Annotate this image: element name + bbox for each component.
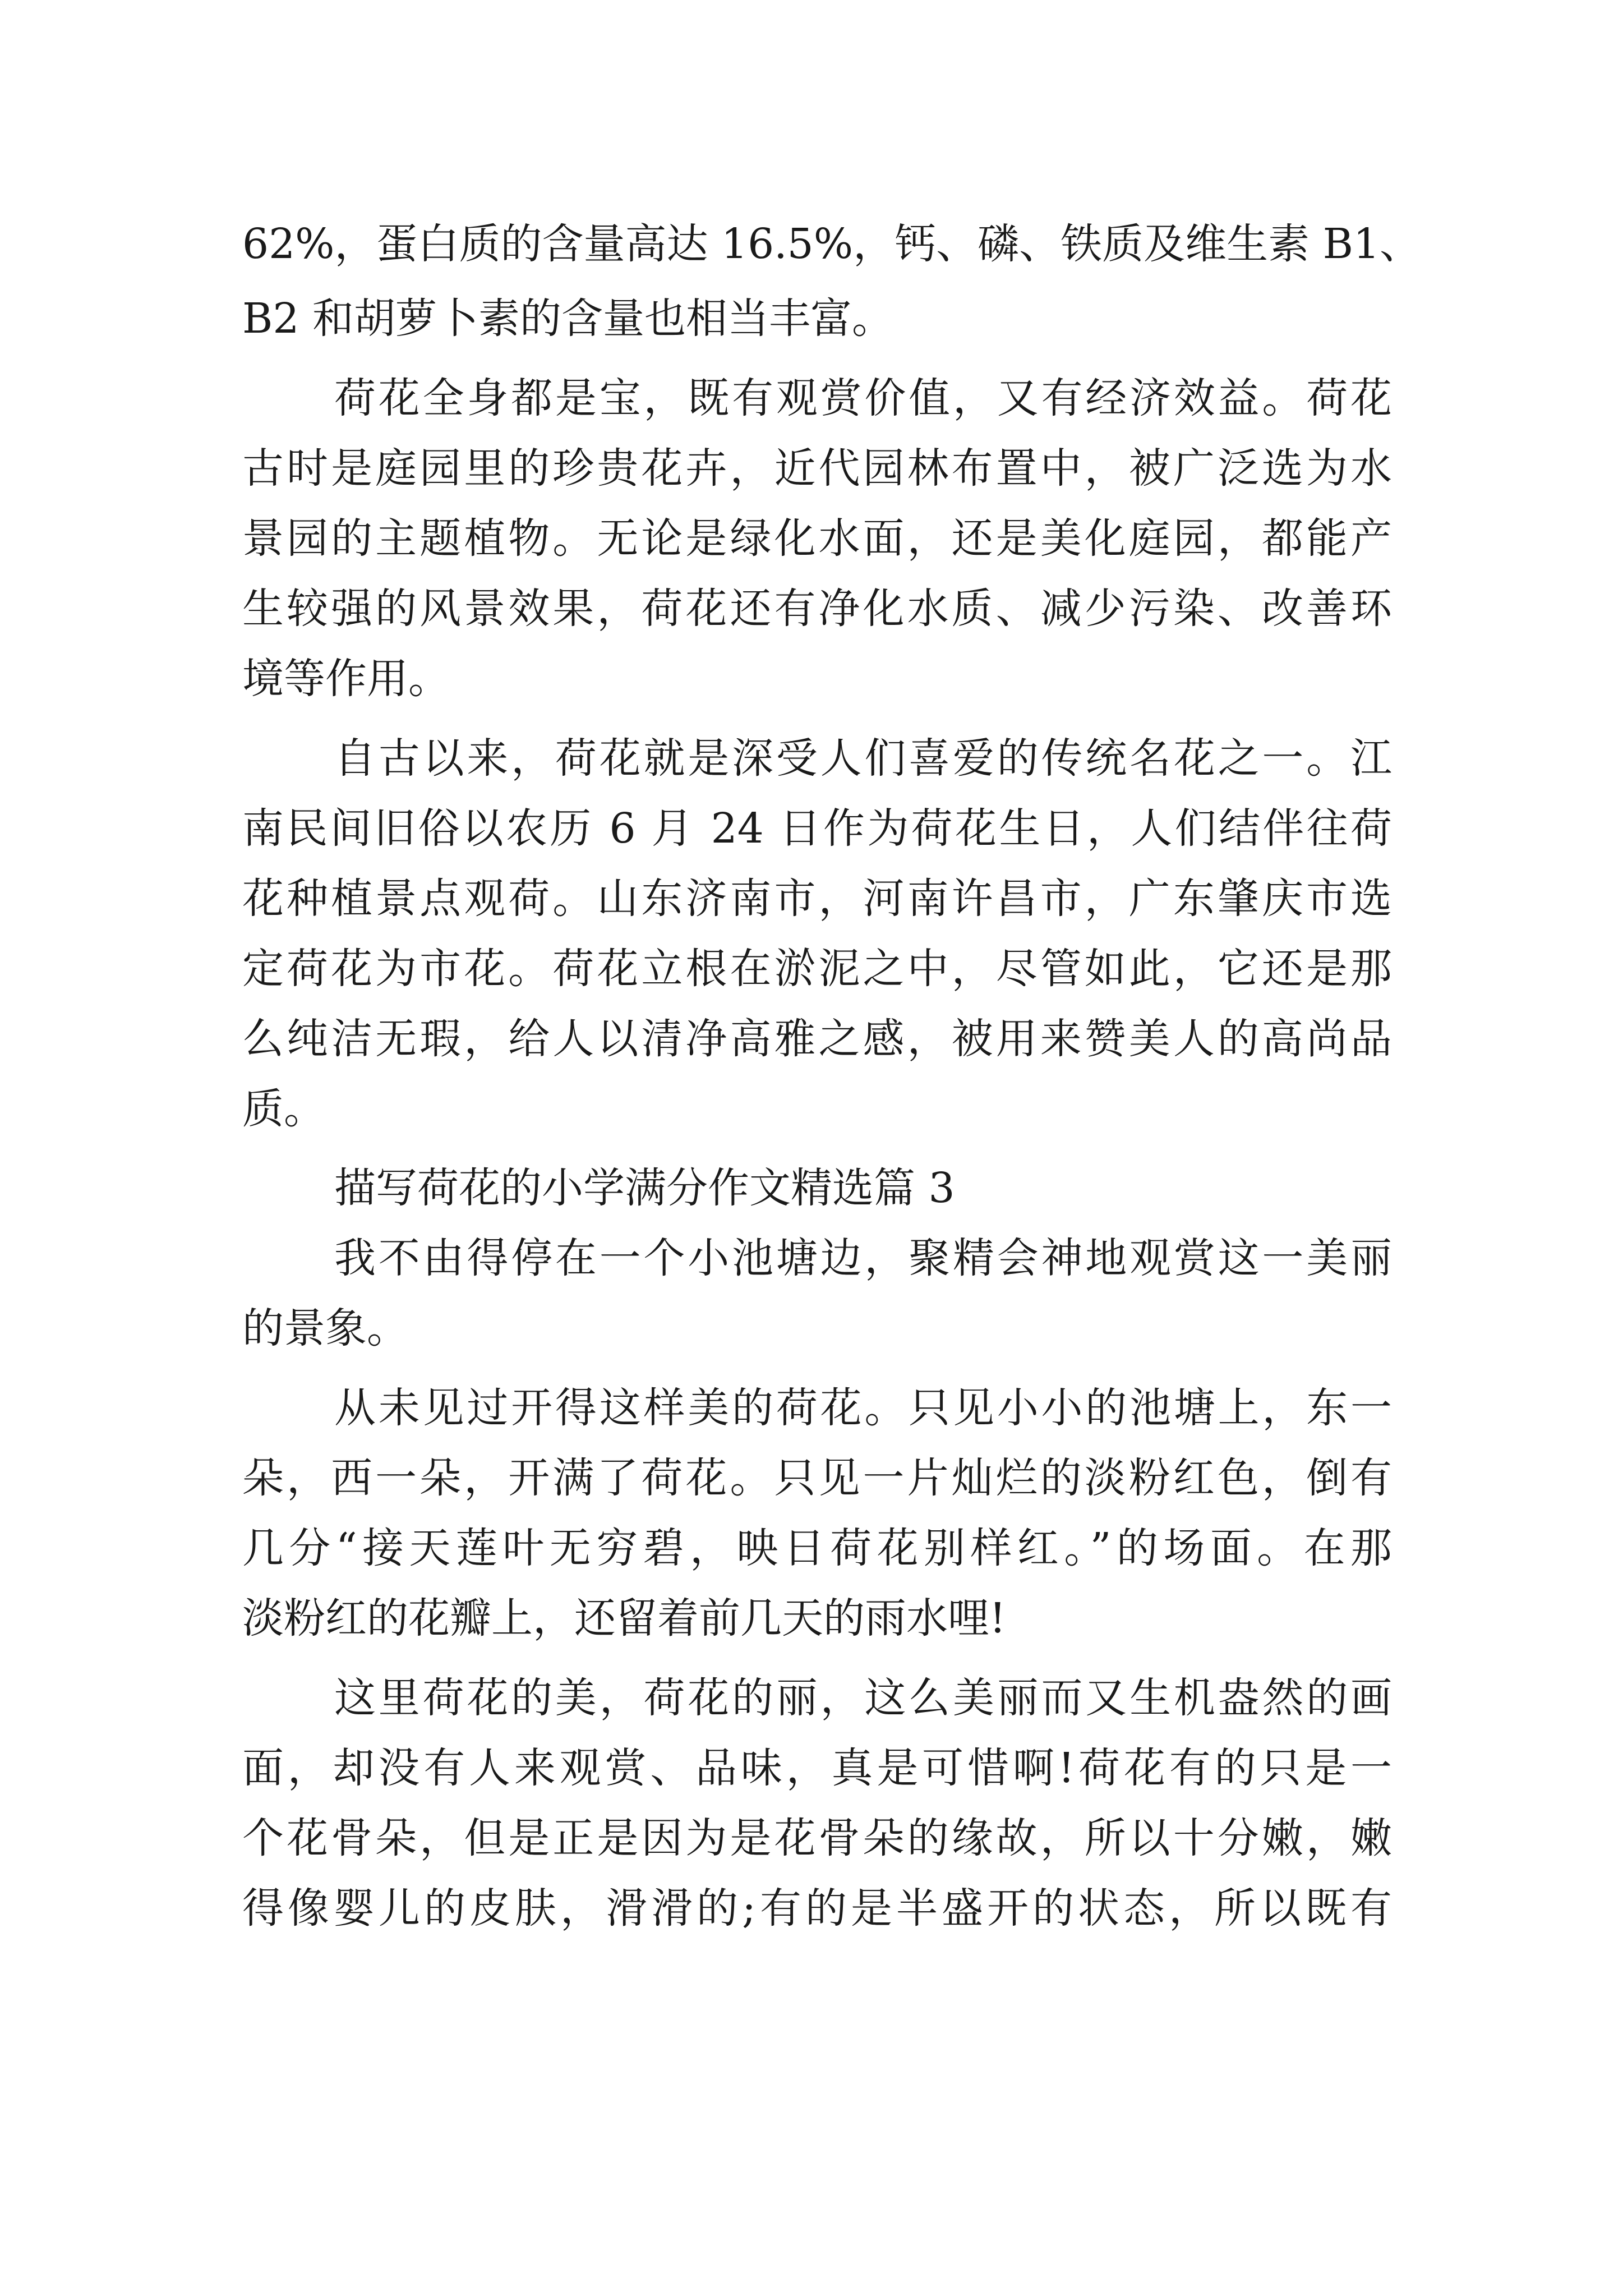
text-line: 质。 bbox=[242, 1085, 325, 1133]
text-line: 境等作用。 bbox=[242, 655, 450, 703]
text-line: 荷花全身都是宝，既有观赏价值，又有经济效益。荷花 bbox=[334, 374, 1392, 422]
text-line: 淡粉红的花瓣上，还留着前几天的雨水哩! bbox=[242, 1594, 1006, 1642]
text-line: 面，却没有人来观赏、品味，真是可惜啊!荷花有的只是一 bbox=[242, 1744, 1392, 1792]
text-line: 62%，蛋白质的含量高达 16.5%，钙、磷、铁质及维生素 B1、 bbox=[242, 220, 1422, 268]
text-line: 从未见过开得这样美的荷花。只见小小的池塘上，东一 bbox=[334, 1384, 1392, 1432]
text-line: 我不由得停在一个小池塘边，聚精会神地观赏这一美丽 bbox=[334, 1234, 1392, 1282]
text-line: 的景象。 bbox=[242, 1304, 408, 1352]
text-line: 生较强的风景效果，荷花还有净化水质、减少污染、改善环 bbox=[242, 585, 1392, 633]
text-line: 么纯洁无瑕，给人以清净高雅之感，被用来赞美人的高尚品 bbox=[242, 1015, 1392, 1063]
text-line: 自古以来，荷花就是深受人们喜爱的传统名花之一。江 bbox=[334, 734, 1392, 783]
text-line: 定荷花为市花。荷花立根在淤泥之中，尽管如此，它还是那 bbox=[242, 945, 1392, 993]
text-line: 描写荷花的小学满分作文精选篇 3 bbox=[334, 1164, 955, 1212]
text-line: 得像婴儿的皮肤，滑滑的;有的是半盛开的状态，所以既有 bbox=[242, 1884, 1392, 1932]
text-line: 花种植景点观荷。山东济南市，河南许昌市，广东肇庆市选 bbox=[242, 875, 1392, 923]
text-line: 个花骨朵，但是正是因为是花骨朵的缘故，所以十分嫩，嫩 bbox=[242, 1814, 1392, 1862]
text-line: 朵，西一朵，开满了荷花。只见一片灿烂的淡粉红色，倒有 bbox=[242, 1454, 1392, 1502]
text-line: 南民间旧俗以农历 6 月 24 日作为荷花生日，人们结伴往荷 bbox=[242, 804, 1392, 853]
text-line: 几分“接天莲叶无穷碧，映日荷花别样红。”的场面。在那 bbox=[242, 1524, 1392, 1572]
text-line: B2 和胡萝卜素的含量也相当丰富。 bbox=[242, 295, 893, 343]
text-line: 景园的主题植物。无论是绿化水面，还是美化庭园，都能产 bbox=[242, 514, 1392, 563]
text-line: 古时是庭园里的珍贵花卉，近代园林布置中，被广泛选为水 bbox=[242, 444, 1392, 493]
text-line: 这里荷花的美，荷花的丽，这么美丽而又生机盎然的画 bbox=[334, 1674, 1392, 1722]
